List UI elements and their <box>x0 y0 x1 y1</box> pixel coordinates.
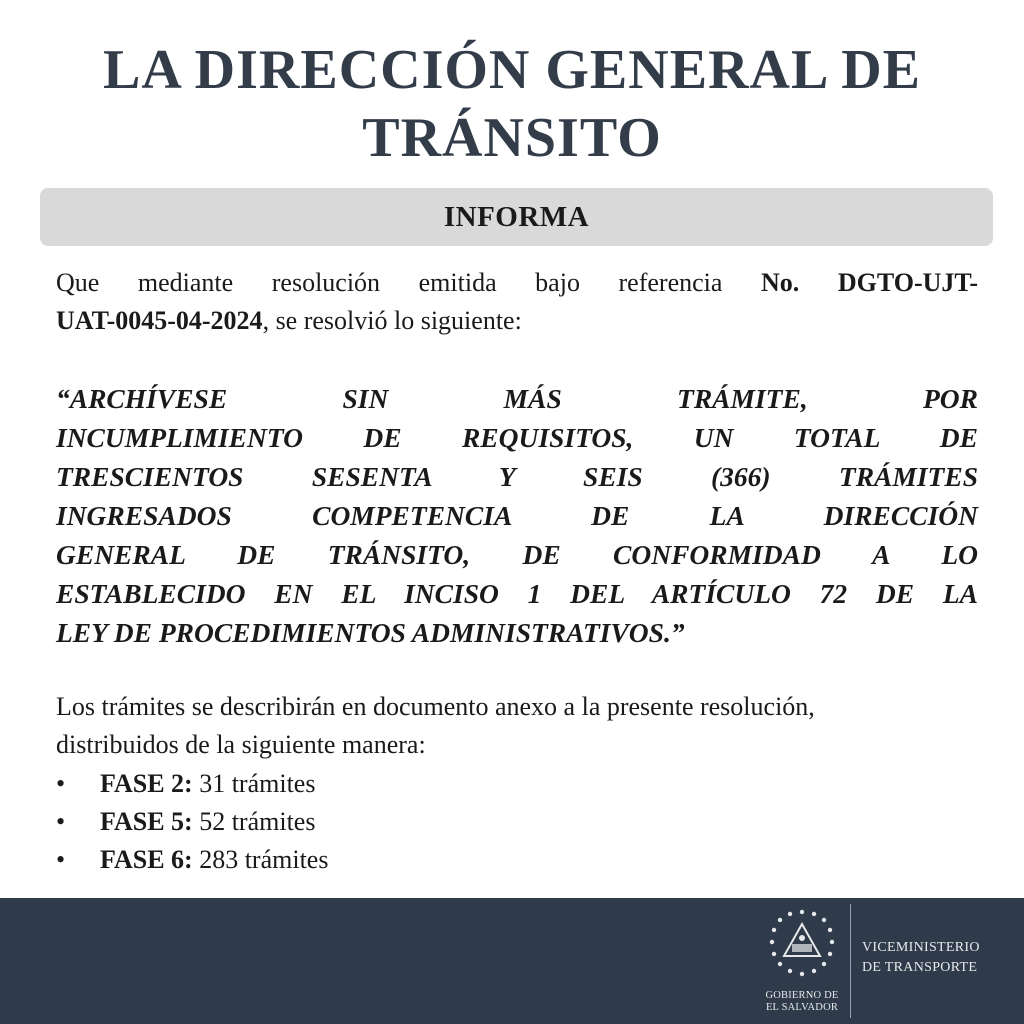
list-item <box>56 803 328 841</box>
resolution-line: INGRESADOS COMPETENCIA DE LA DIRECCIÓN <box>56 500 978 531</box>
banner-label: INFORMA <box>443 200 590 233</box>
resolution-line: TRESCIENTOS SESENTA Y SEIS (366) TRÁMITES <box>56 461 978 492</box>
gov-line-1: GOBIERNO DE <box>765 990 839 1001</box>
resolution-line: ESTABLECIDO EN EL INCISO 1 DEL ARTÍCULO 72 DE LA <box>56 578 978 609</box>
phase-value: 52 trámites <box>199 807 316 836</box>
government-label <box>742 990 862 1014</box>
phase-label: FASE 2: <box>100 769 193 798</box>
resolution-line: “ARCHÍVESE SIN MÁS TRÁMITE, POR <box>56 383 978 414</box>
outro-line-2: distribuidos de la siguiente manera: <box>56 730 426 759</box>
bullet-icon: • <box>56 845 66 874</box>
page-title-line-2: TRÁNSITO <box>362 107 662 169</box>
footer-divider <box>850 904 851 1018</box>
intro-line-1 <box>56 264 978 302</box>
ministry-line-1: VICEMINISTERIO <box>862 940 980 955</box>
phase-value: 283 trámites <box>199 845 329 874</box>
resolution-line: GENERAL DE TRÁNSITO, DE CONFORMIDAD A LO <box>56 539 978 570</box>
resolution-line: LEY DE PROCEDIMIENTOS ADMINISTRATIVOS.” <box>56 617 685 648</box>
intro-prefix: Que mediante resolución emitida bajo referencia <box>56 268 723 297</box>
phase-list <box>56 765 328 879</box>
list-item <box>56 841 328 879</box>
phase-value: 31 trámites <box>199 769 316 798</box>
bullet-icon: • <box>56 807 66 836</box>
informa-banner <box>40 188 993 246</box>
gov-line-2: EL SALVADOR <box>765 1002 839 1013</box>
list-item <box>56 765 328 803</box>
coat-of-arms-icon <box>760 908 844 982</box>
phase-label: FASE 6: <box>100 845 193 874</box>
ministry-line-2: DE TRANSPORTE <box>862 960 978 975</box>
intro-paragraph <box>56 264 978 340</box>
resolution-quote <box>56 379 978 652</box>
phase-label: FASE 5: <box>100 807 193 836</box>
outro-paragraph <box>56 688 978 764</box>
intro-suffix: , se resolvió lo siguiente: <box>262 306 522 335</box>
outro-line-1: Los trámites se describirán en documento anexo a la presente resolución, <box>56 692 815 721</box>
reference-number-part-1: No. DGTO-UJT- <box>761 268 978 297</box>
intro-line-2 <box>56 306 522 335</box>
resolution-line: INCUMPLIMIENTO DE REQUISITOS, UN TOTAL DE <box>56 422 978 453</box>
page-title-line-1: LA DIRECCIÓN GENERAL DE <box>102 39 922 101</box>
reference-number-part-2: UAT-0045-04-2024 <box>56 306 263 335</box>
bullet-icon: • <box>56 769 66 798</box>
ministry-label <box>862 938 1012 978</box>
